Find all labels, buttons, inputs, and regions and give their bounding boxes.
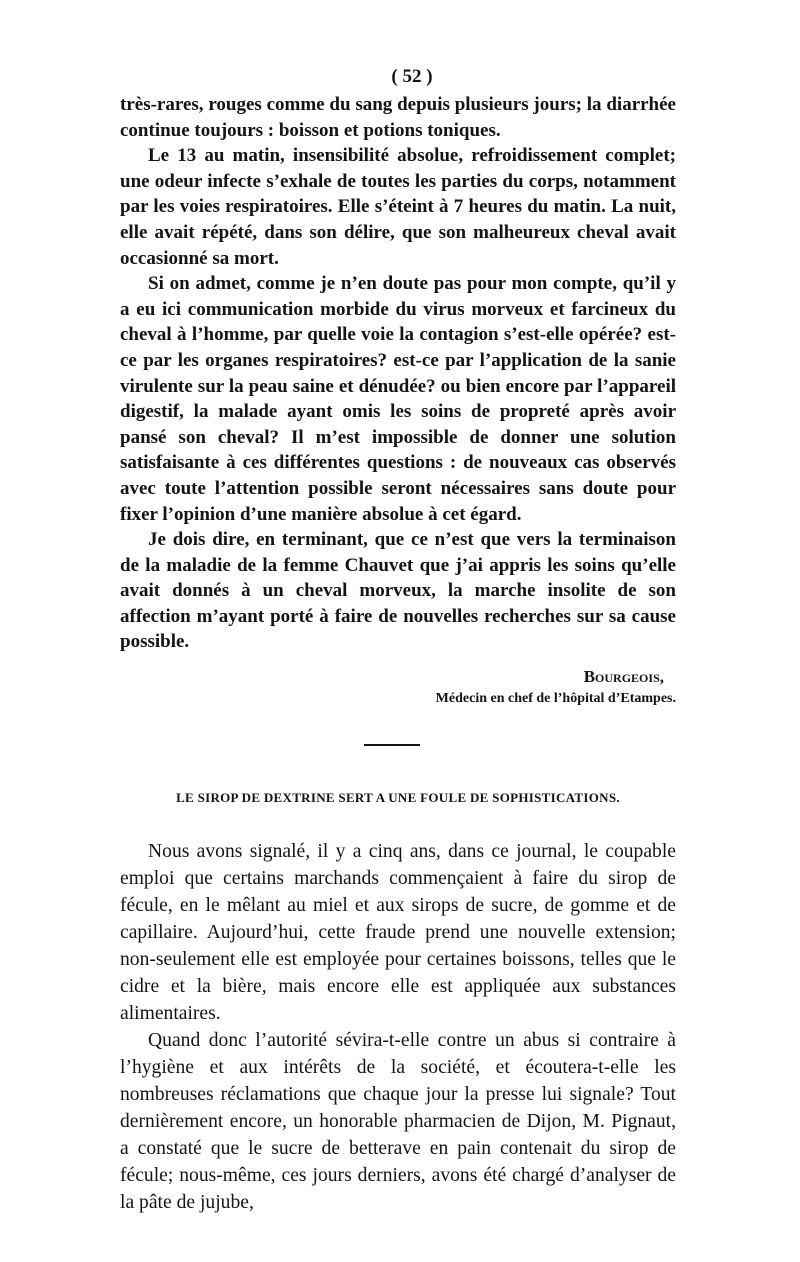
document-page bbox=[120, 62, 676, 1216]
paragraph: Je dois dire, en terminant, que ce n’est que vers la terminaison de la maladie de la femme Chauvet que j’ai appris les soins qu’elle avait donnés à un cheval morveux, la marche insolite de son affection m’ayant porté à faire de nouvelles recherches sur sa cause possible. bbox=[120, 529, 676, 653]
article-title: LE SIROP DE DEXTRINE SERT A UNE FOULE DE SOPHISTICATIONS. bbox=[176, 790, 620, 806]
article-body bbox=[120, 838, 676, 1216]
page-number: ( 52 ) bbox=[391, 66, 433, 87]
paragraph: Si on admet, comme je n’en doute pas pour mon compte, qu’il y a eu ici communication morbide du virus morveux et farcineux du cheval à l’homme, par quelle voie la contagion s’est-elle opérée? est-ce par les organes respiratoires? est-ce par l’application de la sanie virulente sur la peau saine et dénudée? ou bien encore par l’appareil digestif, la malade ayant omis les soins de propreté après avoir pansé son cheval? Il m’est impossible de donner une solution satisfaisante à ces différentes questions : de nouveaux cas observés avec toute l’attention possible seront nécessaires sans doute pour fixer l’opinion d’une manière absolue à cet égard. bbox=[120, 273, 676, 525]
paragraph: Nous avons signalé, il y a cinq ans, dans ce journal, le coupable emploi que certains marchands commençaient à faire du sirop de fécule, en le mêlant au miel et aux sirops de sucre, de gomme et de capillaire. Aujourd’hui, cette fraude prend une nouvelle extension; non-seulement elle est employée pour certaines boissons, telles que le cidre et la bière, mais encore elle est appliquée aux substances alimentaires. bbox=[120, 841, 676, 1025]
case-report-conclusion bbox=[120, 92, 676, 709]
author-affiliation: Médecin en chef de l’hôpital d’Etampes. bbox=[435, 691, 676, 707]
section-divider bbox=[364, 744, 420, 746]
paragraph: Le 13 au matin, insensibilité absolue, refroidissement complet; une odeur infecte s’exhale de toutes les parties du corps, notamment par les voies respiratoires. Elle s’éteint à 7 heures du matin. La nuit, elle avait répété, dans son délire, que son malheureux cheval avait occasionné sa mort. bbox=[120, 145, 676, 269]
paragraph: très-rares, rouges comme du sang depuis plusieurs jours; la diarrhée continue toujours : boisson et potions toniques. bbox=[120, 94, 676, 141]
paragraph: Quand donc l’autorité sévira-t-elle contre un abus si contraire à l’hygiène et aux intérêts de la société, et écoutera-t-elle les nombreuses réclamations que chaque jour la presse lui signale? Tout dernièrement encore, un honorable pharmacien de Dijon, M. Pignaut, a constaté que le sucre de betterave en pain contenait du sirop de fécule; nous-même, ces jours derniers, avons été chargé d’analyser de la pâte de jujube, bbox=[120, 1030, 676, 1214]
author-signature: Bourgeois, bbox=[583, 667, 664, 687]
